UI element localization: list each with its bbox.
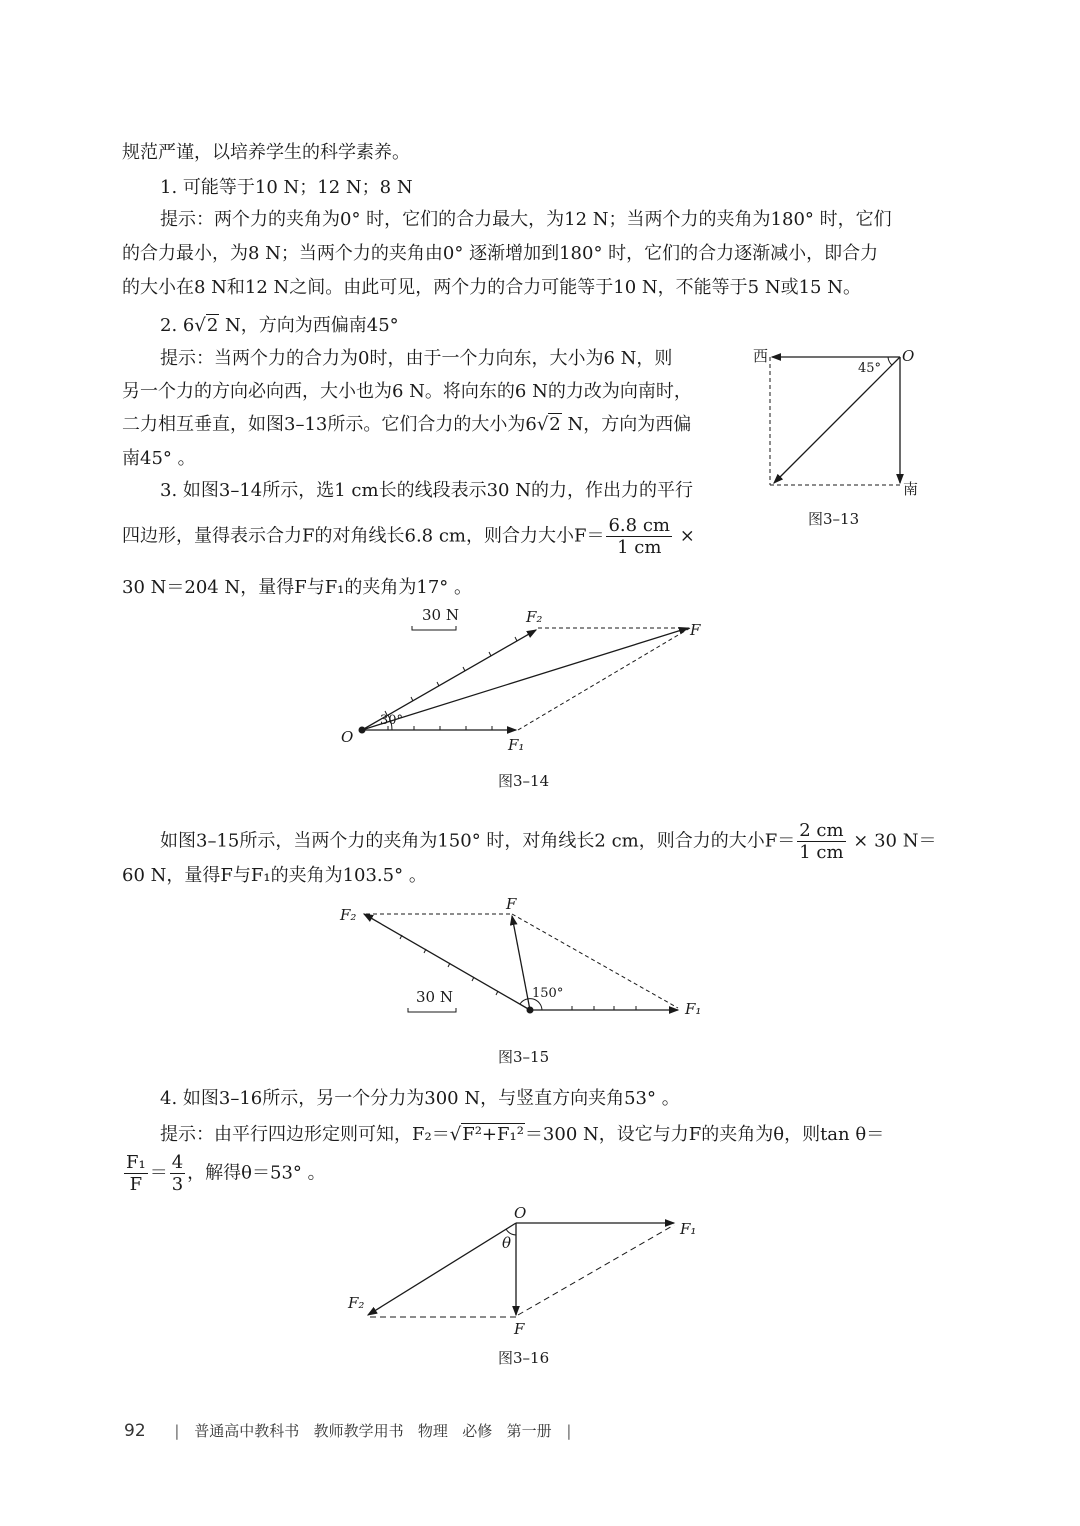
hint-1-line-1: 提示：两个力的夹角为0° 时，它们的合力最大，为12 N；当两个力的夹角为180° 时，它们 (160, 209, 892, 230)
south-label: 南 (903, 480, 919, 498)
fraction-denominator: F (129, 1174, 143, 1195)
hint-2-radicand: 2 (549, 414, 561, 435)
fraction-denominator: 1 cm (799, 842, 844, 863)
O-label: O (341, 728, 354, 746)
answer-2-suffix: N，方向为西偏南45° (219, 315, 399, 336)
hint-1-line-2: 的合力最小，为8 N；当两个力的夹角由0° 逐渐增加到180° 时，它们的合力逐渐减小，即合力 (122, 243, 879, 264)
answer-1: 1. 可能等于10 N；12 N；8 N (160, 177, 413, 198)
F1-label: F₁ (685, 1000, 702, 1018)
fraction-numerator: 6.8 cm (608, 515, 670, 536)
scale-bar (412, 626, 456, 630)
equals-sign: ＝ (149, 1162, 168, 1184)
footer-volume: 第一册 (506, 1422, 552, 1440)
hint-4-radicand: F²+F₁² (462, 1124, 524, 1145)
footer-type: 必修 (462, 1422, 493, 1440)
F-arrow (362, 628, 688, 730)
page-number: 92 (124, 1421, 146, 1441)
fraction-F1-over-F (124, 1152, 148, 1195)
hint-4-line-1: 提示：由平行四边形定则可知，F₂＝√F²+F₁²＝300 N，设它与力F的夹角为θ，则tan θ＝ (160, 1124, 885, 1145)
theta-label: θ (502, 1234, 512, 1252)
figure-3-14-caption: 图3–14 (498, 772, 550, 790)
paragraph-3-15-line-1 (160, 820, 936, 863)
answer-4: 4. 如图3–16所示，另一个分力为300 N，与竖直方向夹角53° 。 (160, 1088, 680, 1109)
F-label: F (690, 621, 701, 639)
west-label: 西 (753, 347, 769, 365)
scale-label: 30 N (422, 606, 459, 624)
O-label: O (514, 1204, 527, 1222)
answer-2-radicand: 2 (206, 315, 219, 336)
F-arrow (512, 916, 530, 1010)
resultant-arrow (774, 357, 900, 483)
answer-2: 2. 6√2 N，方向为西偏南45° (160, 315, 399, 336)
angle-label: 30° (380, 713, 404, 728)
fraction-2cm (797, 820, 845, 863)
origin-point (359, 727, 366, 734)
hint-2-line-2: 另一个力的方向必向西，大小也为6 N。将向东的6 N的力改为向南时， (122, 381, 692, 402)
F2-label: F₂ (340, 906, 357, 924)
origin-label: O (902, 347, 915, 365)
F-label: F (506, 895, 517, 913)
answer-3-line-1: 3. 如图3–14所示，选1 cm长的线段表示30 N的力，作出力的平行 (160, 480, 693, 501)
footer-book: 普通高中教科书 (194, 1422, 300, 1440)
angle-label: 45° (858, 361, 882, 376)
answer-3-line-2-suffix: × (673, 525, 695, 547)
hint-2-line-3-prefix: 二力相互垂直，如图3–13所示。它们合力的大小为6 (122, 414, 537, 435)
page-footer (124, 1420, 581, 1441)
paragraph-3-15-suffix: × 30 N＝ (847, 830, 937, 852)
F1-label: F₁ (508, 736, 525, 754)
figure-3-16-caption: 图3–16 (498, 1349, 550, 1367)
answer-3-line-2-prefix: 四边形，量得表示合力F的对角线长6.8 cm，则合力大小F＝ (122, 525, 605, 547)
paragraph-3-15-prefix: 如图3–15所示，当两个力的夹角为150° 时，对角线长2 cm，则合力的大小F＝ (160, 830, 796, 852)
footer-use: 教师教学用书 (313, 1422, 404, 1440)
F2-label: F₂ (526, 608, 543, 626)
F2-label: F₂ (348, 1294, 365, 1312)
hint-2-line-1: 提示：当两个力的合力为0时，由于一个力向东，大小为6 N，则 (160, 348, 673, 369)
answer-3-line-2 (122, 515, 695, 558)
fraction-denominator: 1 cm (617, 537, 662, 558)
fraction-denominator: 3 (171, 1174, 184, 1195)
hint-4-line-2-suffix: ，解得θ＝53° 。 (187, 1162, 326, 1184)
hint-4-prefix: 提示：由平行四边形定则可知，F₂＝ (160, 1124, 450, 1145)
F-label: F (514, 1320, 525, 1338)
scale-bar (408, 1008, 456, 1012)
figure-3-15-caption: 图3–15 (498, 1048, 550, 1066)
F1-label: F₁ (680, 1220, 697, 1238)
fraction-6.8 (606, 515, 672, 558)
F2-arrow (368, 1223, 516, 1315)
hint-2-line-3-suffix: N，方向为西偏 (561, 414, 692, 435)
fraction-4-over-3 (170, 1152, 185, 1195)
angle-label: 150° (532, 986, 564, 1001)
hint-4-suffix: ＝300 N，设它与力F的夹角为θ，则tan θ＝ (524, 1124, 885, 1145)
footer-subject: 物理 (417, 1422, 448, 1440)
answer-2-prefix: 2. 6 (160, 315, 195, 336)
hint-4-line-2 (122, 1152, 326, 1195)
paragraph-3-15-line-2: 60 N，量得F与F₁的夹角为103.5° 。 (122, 865, 427, 886)
divider: | (566, 1422, 572, 1440)
text-line-1: 规范严谨，以培养学生的科学素养。 (122, 142, 410, 163)
figure-3-13-caption: 图3–13 (808, 510, 860, 528)
divider: | (174, 1422, 180, 1440)
origin-point (527, 1007, 534, 1014)
scale-label: 30 N (416, 988, 453, 1006)
hint-1-line-3: 的大小在8 N和12 N之间。由此可见，两个力的合力可能等于10 N，不能等于5 N或15 N。 (122, 277, 861, 298)
fraction-numerator: 4 (171, 1152, 184, 1173)
answer-3-line-3: 30 N＝204 N，量得F与F₁的夹角为17° 。 (122, 577, 473, 598)
hint-2-line-3: 二力相互垂直，如图3–13所示。它们合力的大小为6√2 N，方向为西偏 (122, 414, 692, 435)
hint-2-line-4: 南45° 。 (122, 448, 196, 469)
fraction-numerator: 2 cm (799, 820, 844, 841)
fraction-numerator: F₁ (126, 1152, 146, 1173)
